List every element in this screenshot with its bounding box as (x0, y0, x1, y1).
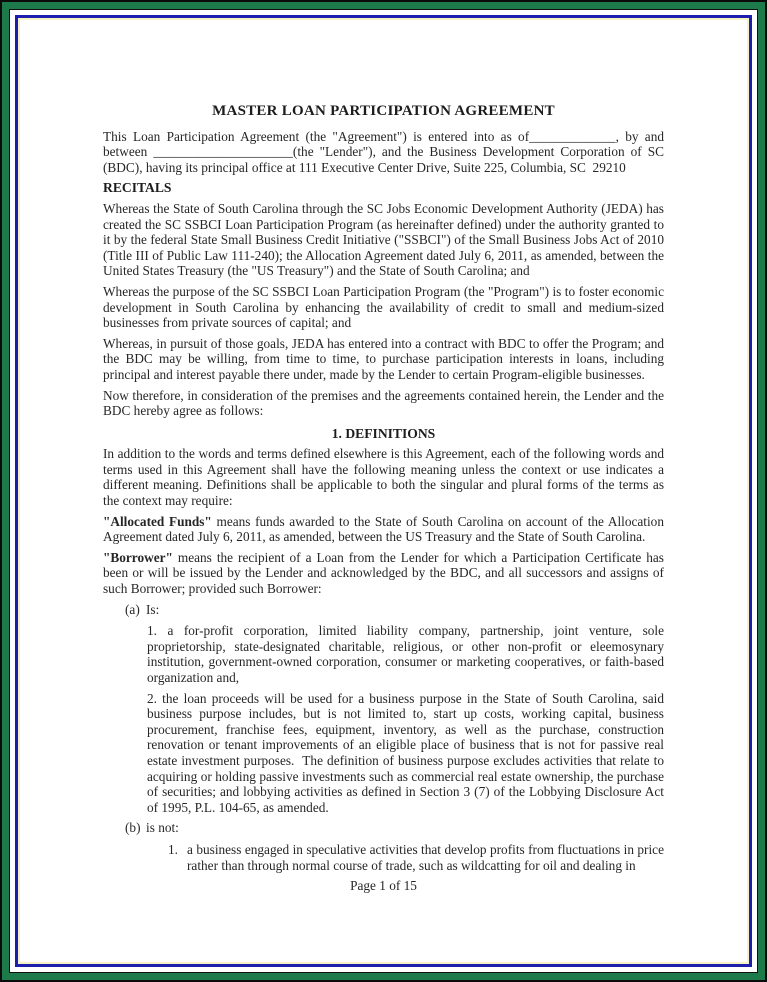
document-frame-cream-line (18, 18, 749, 964)
document-title: MASTER LOAN PARTICIPATION AGREEMENT (212, 103, 555, 119)
document-frame-white-gap (10, 10, 757, 972)
document-frame-green-band (2, 2, 765, 980)
list-b-label: (b) (125, 820, 141, 836)
definition-borrower (103, 550, 664, 597)
definitions-heading: 1. DEFINITIONS (331, 425, 436, 441)
definition-allocated-funds (103, 514, 664, 545)
now-therefore-paragraph: Now therefore, in consideration of the premises and the agreements contained herein, the Lender and the BDC hereby agree as follows: (103, 387, 664, 419)
list-a-heading: Is: (146, 601, 160, 617)
intro-paragraph: This Loan Participation Agreement (the "Agreement") is entered into as of_____________, by and between _____________________(the "Lender"), and the Business Development Corporation of SC (BDC), having its principal office at 111 Executive Center Drive, Suite 225, Columbia, SC 29210 (103, 128, 664, 175)
list-a-label-row (103, 602, 664, 618)
document-frame-blue-band (15, 15, 752, 967)
definition-term-borrower: "Borrower" (103, 549, 173, 565)
definition-text-allocated-funds: means funds awarded to the State of South Carolina on account of the Allocation Agreement dated July 6, 2011, as amended, between the US Treasury and the State of South Carolina. (103, 513, 664, 545)
list-b-label-row (103, 820, 664, 836)
definition-term-allocated-funds: "Allocated Funds" (103, 513, 212, 529)
list-b-heading: is not: (146, 820, 179, 836)
list-b-item-1 (103, 842, 664, 873)
document-page (20, 20, 747, 962)
recital-paragraph-2: Whereas the purpose of the SC SSBCI Loan Participation Program (the "Program") is to foster economic development in South Carolina by enhancing the availability of credit to small and medium-sized businesses from private sources of capital; and (103, 283, 664, 331)
list-a-item-2: 2. the loan proceeds will be used for a business purpose in the State of South Carolina, said business purpose includes, but is not limited to, start up costs, working capital, business procurement, franchise fees, equipment, inventory, as well as the purchase, construction renovation or tenant improvements of an eligible place of business that is not for passive real estate investment purposes. The definition of business purpose excludes activities that relate to acquiring or holding passive investments such as commercial real estate ownership, the purchase of securities; and lobbying activities as defined in Section 3 (7) of the Lobbying Disclosure Act of 1995, P.L. 104-65, as amended. (147, 690, 664, 815)
recitals-heading: RECITALS (103, 180, 172, 196)
recital-paragraph-1: Whereas the State of South Carolina through the SC Jobs Economic Development Authority (JEDA) has created the SC SSBCI Loan Participation Program (as hereinafter defined) under the authority granted to it by the federal State Small Business Credit Initiative ("SSBCI") of the Small Business Jobs Act of 2010 (Title III of Public Law 111-240); the Allocation Agreement dated July 6, 2011, as amended, between the United States Treasury (the "US Treasury") and the State of South Carolina; and (103, 200, 664, 279)
definition-text-borrower: means the recipient of a Loan from the Lender for which a Participation Certificate has been or will be issued by the Lender and acknowledged by the BDC, and all successors and assigns of such Borrower; provided such Borrower: (103, 549, 664, 597)
list-a-item-1: 1. a for-profit corporation, limited liability company, partnership, joint venture, sole proprietorship, state-designated charitable, religious, or other non-profit or eleemosynary institution, government-owned corporation, consumer or marketing cooperatives, or faith-based organization and, (147, 623, 664, 685)
document-frame-inner-line (9, 9, 758, 973)
list-b-item-1-text: a business engaged in speculative activities that develop profits from fluctuations in price rather than through normal course of trade, such as wildcatting for oil and dealing in (187, 841, 664, 873)
recital-paragraph-3: Whereas, in pursuit of those goals, JEDA has entered into a contract with BDC to offer the Program; and the BDC may be willing, from time to time, to purchase participation interests in loans, including principal and interest payable there under, made by the Lender to certain Program-eligible businesses. (103, 335, 664, 382)
list-b-item-1-number: 1. (168, 841, 178, 857)
page-number: Page 1 of 15 (350, 878, 417, 894)
definitions-intro-paragraph: In addition to the words and terms defined elsewhere is this Agreement, each of the following words and terms used in this Agreement shall have the following meaning unless the context or use indicates a different meaning. Definitions shall be applicable to both the singular and plural forms of the terms as the context may require: (103, 446, 664, 509)
list-a-label: (a) (125, 601, 140, 617)
